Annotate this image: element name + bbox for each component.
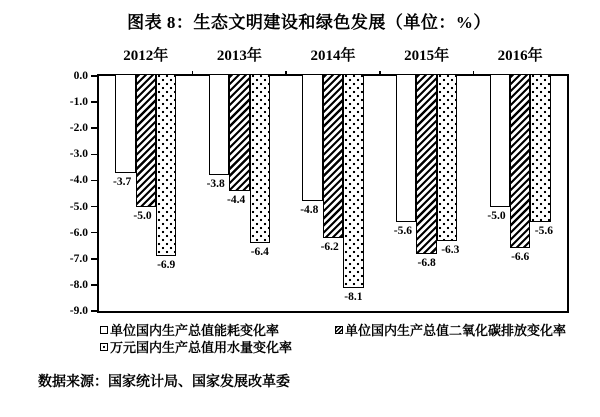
y-tick-label: 0.0 xyxy=(73,70,88,82)
chart-title: 图表 8：生态文明建设和绿色发展（单位：%） xyxy=(127,13,491,32)
bar-value-label: -6.4 xyxy=(250,246,269,259)
bar xyxy=(437,74,457,241)
legend-label-water: 万元国内生产总值用水量变化率 xyxy=(110,340,293,355)
legend-item-water xyxy=(100,337,292,356)
y-tick-label: -9.0 xyxy=(69,305,88,317)
y-tick-label: -2.0 xyxy=(69,122,88,135)
bar-value-label: -5.0 xyxy=(133,209,152,222)
y-tick-label: -8.0 xyxy=(69,278,88,291)
bar-value-label: -5.6 xyxy=(534,225,553,238)
legend-label-energy: 单位国内生产总值能耗变化率 xyxy=(110,323,280,338)
year-label: 2014年 xyxy=(310,48,356,64)
y-tick-label: -6.0 xyxy=(69,226,88,239)
bar xyxy=(323,74,343,238)
bar-value-label: -6.3 xyxy=(441,243,460,256)
legend-marker-plain xyxy=(100,326,108,334)
bar-value-label: -8.1 xyxy=(344,290,363,303)
y-tick-label: -4.0 xyxy=(69,174,88,187)
bar-value-label: -4.8 xyxy=(300,204,319,217)
legend-label-co2: 单位国内生产总值二氧化碳排放变化率 xyxy=(345,323,567,338)
bar xyxy=(156,74,176,256)
legend-marker-hatch xyxy=(335,326,343,334)
legend-item-co2 xyxy=(335,320,566,339)
year-label: 2016年 xyxy=(497,48,543,64)
bar-value-label: -4.4 xyxy=(226,193,246,206)
bar xyxy=(510,74,530,248)
legend-marker-dots xyxy=(100,343,108,351)
data-source: 数据来源：国家统计局、国家发展改革委 xyxy=(38,375,290,390)
bar-value-label: -6.2 xyxy=(320,240,339,253)
bar xyxy=(229,74,249,191)
bar xyxy=(396,74,416,222)
bar-value-label: -5.0 xyxy=(487,209,506,222)
bar xyxy=(343,74,363,288)
bar xyxy=(530,74,550,222)
y-tick-label: -3.0 xyxy=(69,148,88,161)
bar-value-label: -6.9 xyxy=(157,259,176,272)
year-label: 2015年 xyxy=(404,48,450,64)
bar-value-label: -5.6 xyxy=(393,225,412,238)
bar-value-label: -6.8 xyxy=(417,256,436,269)
y-tick-label: -1.0 xyxy=(69,96,88,109)
bar xyxy=(302,74,322,201)
y-tick-label: -5.0 xyxy=(69,200,88,213)
bar-value-label: -6.6 xyxy=(511,251,530,264)
bar xyxy=(136,74,156,207)
year-label: 2012年 xyxy=(123,48,169,64)
y-tick-label: -7.0 xyxy=(69,252,88,265)
bar xyxy=(416,74,436,254)
plot-area xyxy=(97,74,569,313)
bar-value-label: -3.8 xyxy=(206,178,225,191)
bar xyxy=(250,74,270,243)
bar xyxy=(490,74,510,207)
bar-value-label: -3.7 xyxy=(112,175,132,188)
bar xyxy=(209,74,229,175)
year-label: 2013年 xyxy=(216,48,262,64)
bar xyxy=(115,74,135,173)
